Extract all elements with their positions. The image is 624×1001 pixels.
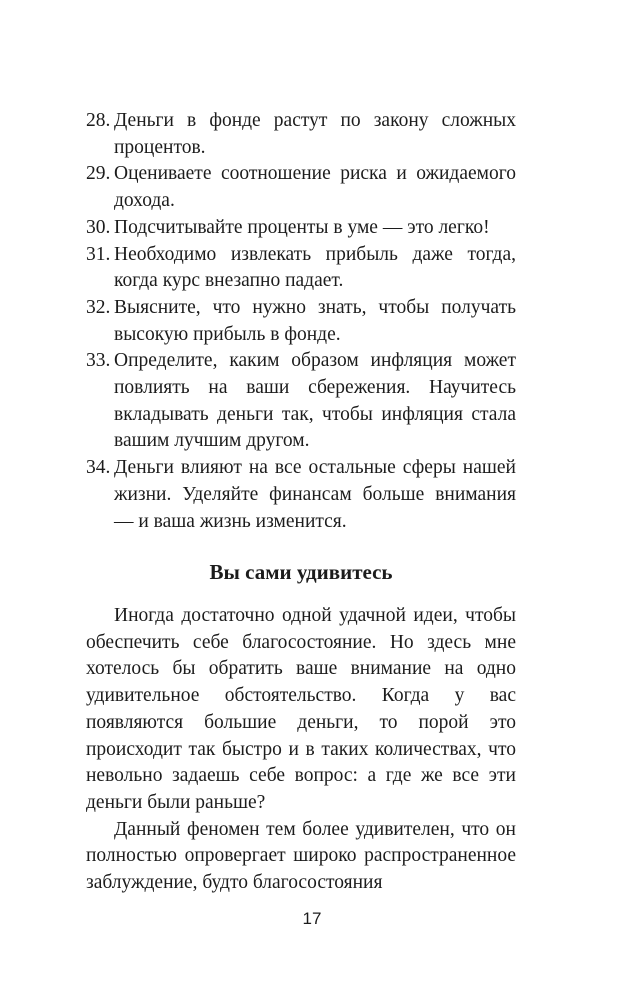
list-item	[86, 348, 516, 455]
list-item-text: Деньги влияют на все остальные сферы нашей жизни. Уделяйте финансам больше внимания — и ваша жизнь изменится.	[114, 457, 516, 532]
section-body	[86, 603, 516, 897]
section-heading: Вы сами удивитесь	[209, 560, 393, 584]
list-item-number: 30.	[86, 216, 111, 238]
paragraph: Данный феномен тем более удивителен, что он полностью опровергает широко распространенное заблуждение, будто благосостояния	[86, 818, 516, 894]
paragraph: Иногда достаточно одной удачной идеи, чтобы обеспечить себе благосостояние. Но здесь мне хотелось бы обратить ваше внимание на одно удивительное обстоятельство. Когда у вас появляются большие деньги, то порой это происходит так быстро и в таких количествах, что невольно задаешь себе вопрос: а где же все эти деньги были раньше?	[86, 605, 516, 813]
list-item-text: Подсчитывайте проценты в уме — это легко!	[114, 216, 490, 238]
page-number: 17	[302, 909, 322, 928]
list-item-number: 32.	[86, 296, 111, 318]
list-item-text: Оцениваете соотношение риска и ожидаемого дохода.	[114, 163, 516, 212]
list-item-number: 28.	[86, 110, 111, 131]
list-item	[86, 295, 516, 348]
list-item-text: Выясните, что нужно знать, чтобы получать высокую прибыль в фонде.	[114, 296, 516, 345]
list-item-number: 31.	[86, 243, 111, 265]
list-item-text: Необходимо извлекать прибыль даже тогда, когда курс внезапно падает.	[114, 243, 516, 292]
numbered-list	[86, 108, 516, 535]
list-item-text: Деньги в фонде растут по закону сложных процентов.	[114, 110, 516, 158]
list-item-number: 34.	[86, 457, 111, 479]
list-item	[86, 455, 516, 535]
list-item-number: 29.	[86, 163, 111, 185]
list-item	[86, 242, 516, 295]
list-item-number: 33.	[86, 350, 111, 372]
list-item-text: Определите, каким образом инфляция может повлиять на ваши сбережения. Научитесь вкладывать деньги так, чтобы инфляция стала вашим лучшим другом.	[114, 350, 516, 452]
list-item	[86, 108, 516, 161]
list-item	[86, 215, 516, 242]
list-item	[86, 161, 516, 214]
